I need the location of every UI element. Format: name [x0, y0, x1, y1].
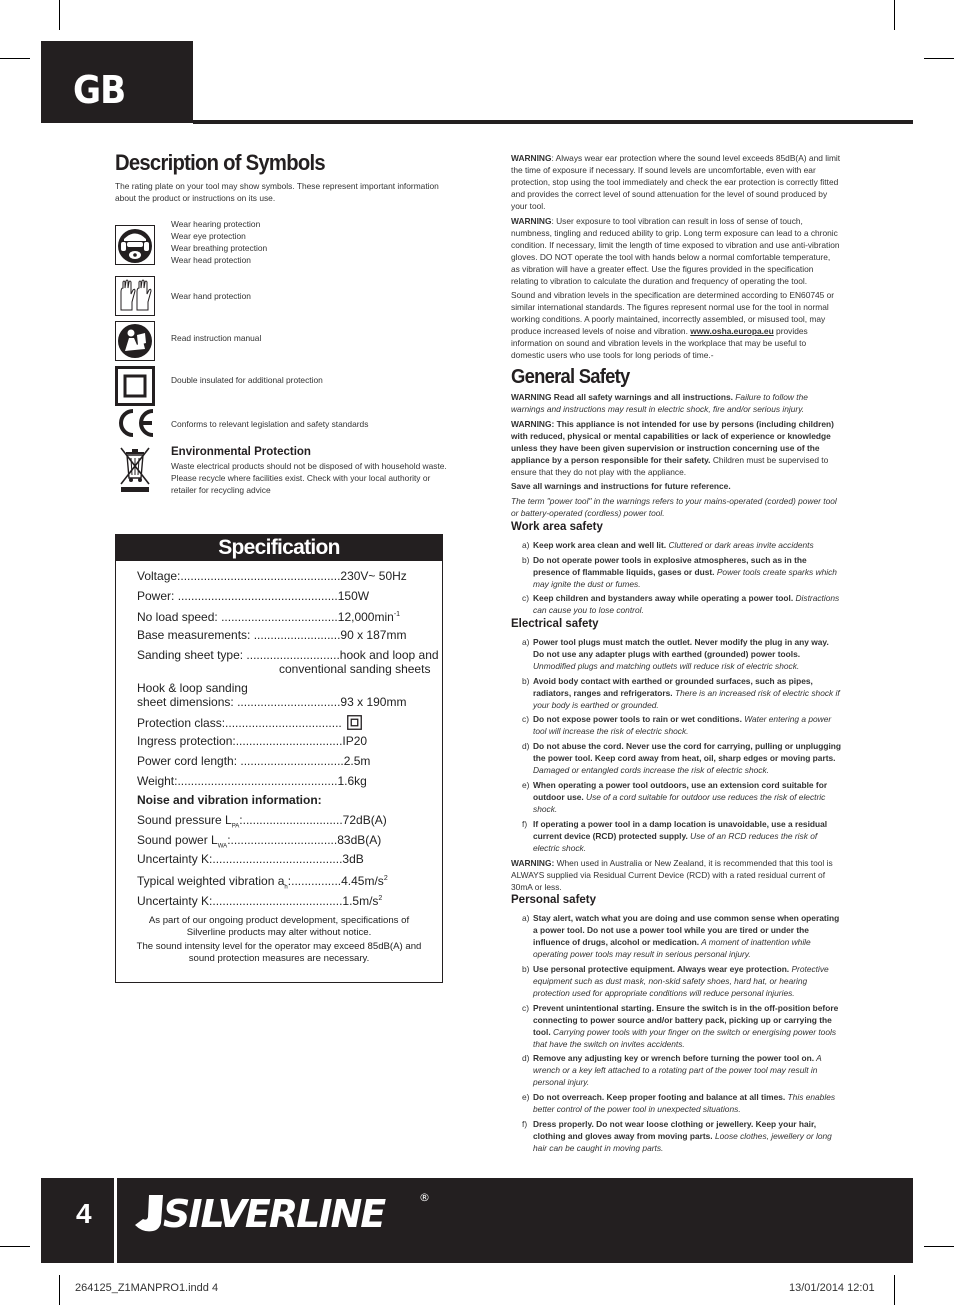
header-rule [193, 120, 913, 124]
spec-row-sheet-dims: sheet dimensions: ...............................93 x 190mm [137, 695, 407, 709]
recycling-bin-icon [117, 446, 153, 494]
warning-vibration: WARNING: User exposure to tool vibration can result in loss of sense of touch, numbness, tingling and reduced ability to grip. Long term exposure can lead to a chronic condition. If necessary, limit the length of time exposed to vibration and use anti-vibration gloves. DO NOT operate the tool with hands below a normal comfortable temperature, as vibration will have a greater effect. Use the figures provided in the specification relating to vibration to calculate the duration and frequency of operating the tool. [511, 216, 840, 286]
crop-mark [0, 58, 30, 59]
crop-mark [59, 1275, 60, 1305]
personal-item: e) Do not overreach. Keep proper footing and balance at all times. This enables better control of the power tool in unexpected situations. [522, 1092, 836, 1114]
symbol-text: Double insulated for additional protection [171, 375, 323, 385]
general-term: The term "power tool" in the warnings refers to your mains-operated (corded) power tool or battery-operated (cordless) power tool. [511, 496, 837, 518]
page-number: 4 [76, 1198, 92, 1229]
double-insulated-icon [347, 715, 362, 730]
crop-mark [894, 0, 895, 30]
symbol-text: Wear hand protection [171, 291, 251, 301]
osha-link[interactable]: www.osha.europa.eu [690, 326, 774, 336]
crop-mark [894, 1275, 895, 1305]
work-area-heading: Work area safety [511, 521, 603, 533]
gloves-icon [115, 276, 155, 316]
spec-row-ingress: Ingress protection:................................IP20 [137, 734, 368, 748]
crop-mark [924, 58, 954, 59]
spec-row-sound-pressure: Sound pressure $L_{PA}:..............................72dB(A)$ [137, 813, 387, 830]
specification-box [115, 534, 443, 983]
spec-row-uncertainty-2: Uncertainty $K:.......................................1.5m/s^2$ [137, 894, 383, 908]
footer-separator [114, 1178, 117, 1263]
symbols-title: Description of Symbols [115, 150, 325, 175]
symbol-text: Wear hearing protection Wear eye protection Wear breathing protection Wear head protection [171, 219, 268, 265]
svg-text:SILVERLINE: SILVERLINE [163, 1192, 385, 1236]
ce-mark-icon [115, 405, 157, 441]
read-manual-icon [115, 321, 155, 361]
spec-row-weight: Weight:................................................1.6kg [137, 774, 367, 788]
crop-mark [59, 0, 60, 30]
general-save: Save all warnings and instructions for future reference. [511, 481, 731, 491]
symbols-intro: The rating plate on your tool may show symbols. These represent important information about the product or instructions on its use. [115, 181, 439, 203]
spec-row-sheet-type: Sanding sheet type: ............................hook and loop and [137, 648, 439, 662]
silverline-logo [133, 1187, 433, 1237]
print-date: 13/01/2014 12:01 [789, 1282, 875, 1294]
spec-row-power: Power: ................................................150W [137, 589, 370, 603]
sound-vibration-info: Sound and vibration levels in the specification are determined according to EN60745 or similar international standards. The figures represent normal use for the tool in normal working conditions. A poorly maintained, incorrectly assembled, or misused tool, may produce increased levels of noise and vibration. www.osha.europa.eu provides information on sound and vibration levels in the workplace that may be useful to domestic users who use tools for long periods of time.- [511, 290, 835, 360]
spec-row-sound-power: Sound power $L_{WA}:................................83dB(A)$ [137, 833, 382, 850]
environmental-text: Waste electrical products should not be disposed of with household waste. Please recycle where facilities exist. Check with your local authority or retailer for recycling advice [171, 461, 447, 495]
electrical-item: a) Power tool plugs must match the outlet. Never modify the plug in any way. Do not use any adapter plugs with earthed (grounded) power tools. Unmodified plugs and matching outlets will reduce risk of electric shock. [522, 637, 829, 671]
spec-note-sound: The sound intensity level for the operator may exceed 85dB(A) and sound protection measures are necessary. [136, 941, 422, 964]
spec-row-sheet-type-2: conventional sanding sheets [279, 662, 431, 676]
general-safety-title: General Safety [511, 366, 630, 388]
personal-item: f) Dress properly. Do not wear loose clothing or jewellery. Keep your hair, clothing and gloves away from moving parts. Loose clothes, jewellery or long hair can be caught in moving parts. [522, 1119, 832, 1153]
personal-heading: Personal safety [511, 894, 597, 906]
rcd-warning: WARNING: When used in Australia or New Zealand, it is recommended that this tool is ALWAYS supplied via Residual Current Device (RCD) with a rated residual current of 30mA or less. [511, 858, 833, 892]
noise-heading: Noise and vibration information: [137, 793, 322, 807]
environmental-title: Environmental Protection [171, 446, 311, 458]
warning-ear: WARNING: Always wear ear protection where the sound level exceeds 85dB(A) and limit the time of exposure if necessary. If sound levels are uncomfortable, even with ear protection, stop using the tool immediately and check the ear protection is correctly fitted and provides the correct level of sound attenuation for the level of sound produced by your tool. [511, 153, 841, 211]
crop-mark [924, 1246, 954, 1247]
electrical-heading: Electrical safety [511, 618, 599, 630]
safety-gear-icon [115, 225, 155, 265]
electrical-item: e) When operating a power tool outdoors, use an extension cord suitable for outdoor use. Use of a cord suitable for outdoor use reduces the risk of electric shock. [522, 780, 828, 814]
work-area-item: c) Keep children and bystanders away while operating a power tool. Distractions can cause you to lose control. [522, 593, 840, 615]
work-area-item: b) Do not operate power tools in explosive atmospheres, such as in the presence of flammable liquids, gases or dust. Power tools create sparks which may ignite the dust or fumes. [522, 555, 837, 589]
personal-item: d) Remove any adjusting key or wrench before turning the power tool on. A wrench or a key left attached to a rotating part of the power tool may result in personal injury. [522, 1053, 822, 1087]
specification-header [116, 535, 442, 561]
personal-item: c) Prevent unintentional starting. Ensure the switch is in the off-position before connecting to power source and/or battery pack, picking up or carrying the tool. Carrying power tools with your finger on the switch or energising power tools that have the switch on invites accidents. [522, 1003, 839, 1049]
electrical-item: c) Do not expose power tools to rain or wet conditions. Water entering a power tool will increase the risk of electric shock. [522, 714, 832, 736]
electrical-item: b) Avoid body contact with earthed or grounded surfaces, such as pipes, radiators, ranges and refrigerators. There is an increased risk of electric shock if your body is earthed or grounded. [522, 676, 840, 710]
work-area-item: a) Keep work area clean and well lit. Cluttered or dark areas invite accidents [522, 540, 814, 550]
file-info: 264125_Z1MANPRO1.indd 4 [75, 1282, 219, 1294]
personal-item: b) Use personal protective equipment. Always wear eye protection. Protective equipment such as dust mask, non-skid safety shoes, hard hat, or hearing protection used for appropriate conditions will reduce personal injuries. [522, 964, 829, 998]
spec-row-uncertainty: Uncertainty K:.......................................3dB [137, 852, 364, 866]
personal-item: a) Stay alert, watch what you are doing and use common sense when operating a power tool. Do not use a power tool while you are tired or under the influence of drugs, alcohol or medication. A moment of inattention while operating power tools may result in serious personal injury. [522, 913, 840, 959]
spec-row-hook-loop: Hook & loop sanding [137, 681, 248, 695]
general-warning-2: WARNING: This appliance is not intended for use by persons (including children) with reduced, physical or mental capabilities or lack of experience or knowledge unless they have been given supervision or instruction concerning use of the appliance by a person responsible for their safety. Children must be supervised to ensure that they do not play with the appliance. [511, 419, 834, 477]
spec-note-development: As part of our ongoing product development, specifications of Silverline products may alter without notice. [148, 915, 410, 938]
language-code: GB [73, 68, 126, 112]
symbol-text: Conforms to relevant legislation and safety standards [171, 419, 369, 429]
symbol-text: Read instruction manual [171, 333, 262, 343]
spec-row-protection-class: Protection class:................................... [137, 715, 362, 730]
spec-row-speed: No load speed: $...................................12,000\min^{-1}$ [137, 610, 401, 624]
spec-row-vibration: Typical weighted vibration $a_h:...............4.45m/s^2$ [137, 874, 388, 891]
general-warning-1: WARNING Read all safety warnings and all instructions. Failure to follow the warnings and instructions may result in electric shock, fire and/or serious injury. [511, 392, 808, 414]
spec-row-cord: Power cord length: ...............................2.5m [137, 754, 371, 768]
double-insulated-icon [115, 366, 155, 406]
electrical-item: d) Do not abuse the cord. Never use the cord for carrying, pulling or unplugging the power tool. Keep cord away from heat, oil, sharp edges or moving parts. Damaged or entangled cords increase the risk of electric shock. [522, 741, 842, 775]
electrical-item: f) If operating a power tool in a damp location is unavoidable, use a residual current device (RCD) protected supply. Use of an RCD reduces the risk of electric shock. [522, 819, 828, 853]
specification-title: Specification [218, 536, 340, 559]
crop-mark [0, 1246, 30, 1247]
spec-row-voltage: Voltage:................................................230V~ 50Hz [137, 569, 407, 583]
spec-row-base: Base measurements: ..........................90 x 187mm [137, 628, 407, 642]
svg-text:®: ® [419, 1191, 430, 1204]
